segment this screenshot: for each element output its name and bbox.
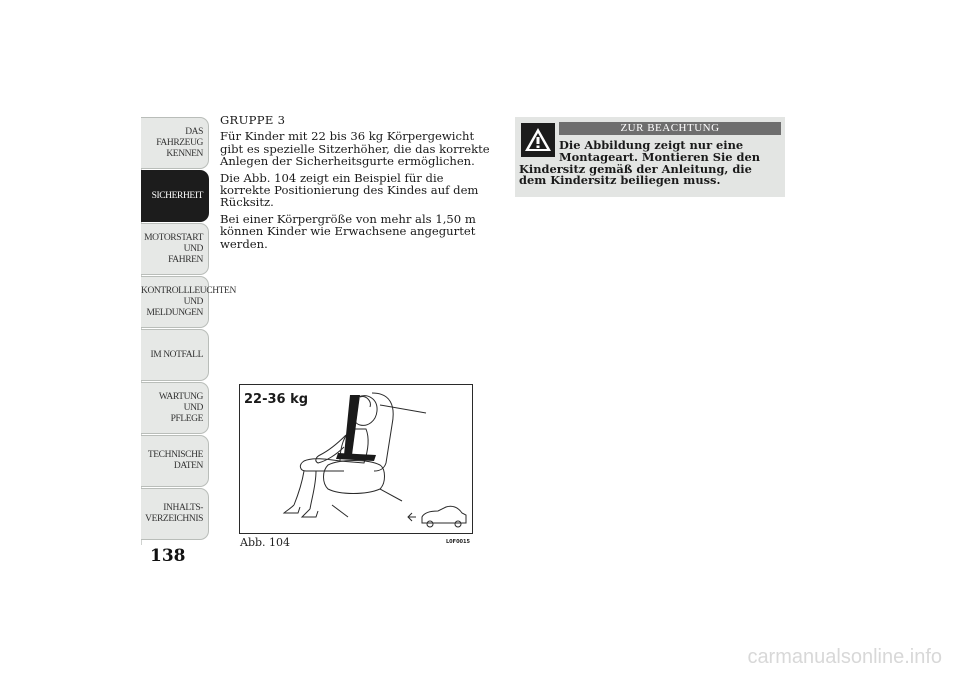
tab-label: SICHERHEIT bbox=[151, 190, 203, 201]
tab-motorstart-und-fahren[interactable] bbox=[141, 223, 209, 275]
seat-belt-lap bbox=[336, 453, 376, 461]
warning-text bbox=[519, 140, 781, 187]
figure-caption: Abb. 104 bbox=[240, 536, 291, 549]
tab-label: DAS FAHRZEUG KENNEN bbox=[156, 126, 203, 159]
tab-sicherheit[interactable] bbox=[141, 170, 209, 222]
paragraph: Für Kinder mit 22 bis 36 kg Körpergewicht gibt es spezielle Sitzerhöher, die das korrekte Anlegen der Sicherheitsgurte ermöglichen. bbox=[220, 129, 490, 169]
warning-line-2: Montageart. Montieren Sie den bbox=[559, 149, 760, 164]
tab-im-notfall[interactable] bbox=[141, 329, 209, 381]
paragraph: Die Abb. 104 zeigt ein Beispiel für die korrekte Positionierung des Kindes auf dem Rücksitz. bbox=[220, 170, 479, 210]
main-text-column bbox=[220, 114, 490, 254]
warning-line-1: Die Abbildung zeigt nur eine bbox=[559, 138, 744, 152]
warning-title: ZUR BEACHTUNG bbox=[559, 122, 781, 135]
weight-label: 22-36 kg bbox=[244, 392, 309, 407]
tab-label: KONTROLLLEUCHTEN UND MELDUNGEN bbox=[141, 285, 236, 318]
child-booster-illustration bbox=[240, 385, 472, 533]
watermark: carmanualsonline.info bbox=[747, 646, 942, 668]
tab-wartung-und-pflege[interactable] bbox=[141, 382, 209, 434]
tab-label: IM NOTFALL bbox=[150, 349, 203, 360]
tab-kontrollleuchten[interactable] bbox=[141, 276, 236, 328]
warning-rest: Kindersitz gemäß der Anleitung, die dem Kindersitz beiliegen muss. bbox=[519, 161, 752, 188]
figure-code: L0F0015 bbox=[446, 539, 470, 545]
tab-label: TECHNISCHE DATEN bbox=[147, 450, 203, 471]
figure-child-booster-seat bbox=[239, 384, 473, 534]
tab-technische-daten[interactable] bbox=[141, 435, 209, 487]
warning-box bbox=[515, 117, 785, 197]
section-heading: GRUPPE 3 bbox=[220, 113, 286, 127]
tab-inhaltsverzeichnis[interactable] bbox=[141, 488, 209, 540]
tab-label: INHALTS- VERZEICHNIS bbox=[145, 503, 203, 524]
tab-label: MOTORSTART UND FAHREN bbox=[144, 232, 203, 265]
seat-belt-shoulder bbox=[344, 395, 360, 455]
paragraph: Bei einer Körpergröße von mehr als 1,50 m können Kinder wie Erwachsene angegurtet werden. bbox=[220, 211, 476, 251]
tab-das-fahrzeug-kennen[interactable] bbox=[141, 117, 209, 169]
page-number: 138 bbox=[150, 546, 186, 566]
tab-label: WARTUNG UND PFLEGE bbox=[158, 391, 203, 424]
